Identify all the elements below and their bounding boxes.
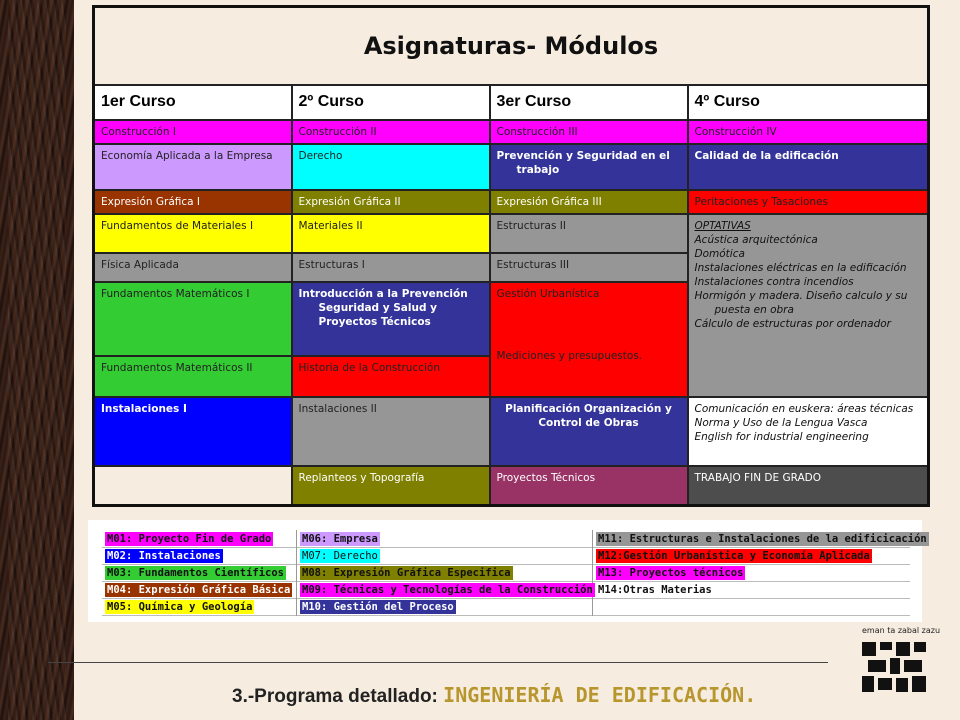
spacer xyxy=(497,301,681,349)
optativas-heading: OPTATIVAS xyxy=(694,220,751,233)
slide-footer xyxy=(232,683,756,708)
legend-item-m02: M02: Instalaciones xyxy=(107,550,221,562)
university-logo-icon xyxy=(860,638,930,696)
subject-label: Prevención y Seguridad en el trabajo xyxy=(496,150,670,177)
subject-cell: TRABAJO FIN DE GRADO xyxy=(688,466,929,505)
optativa-item: Acústica arquitectónica xyxy=(694,234,818,247)
subject-label: Fundamentos Matemáticos II xyxy=(101,361,253,374)
subject-cell: Estructuras II xyxy=(490,214,688,253)
subject-cell xyxy=(688,397,929,467)
subject-cell: Física Aplicada xyxy=(94,253,292,282)
legend-item-m06: M06: Empresa xyxy=(302,533,378,545)
subject-label: Fundamentos de Materiales I xyxy=(101,220,254,233)
subject-label: Norma y Uso de la Lengua Vasca xyxy=(694,416,868,429)
subject-cell xyxy=(292,282,490,356)
subject-cell: Construcción I xyxy=(94,120,292,145)
legend-divider xyxy=(102,581,910,582)
subject-cell: Historia de la Construcción xyxy=(292,356,490,397)
optativa-item: Hormigón y madera. Diseño calculo y su puesta en obra xyxy=(694,290,908,317)
decorative-wood-strip xyxy=(0,0,74,720)
legend-item-m09: M09: Técnicas y Tecnologías de la Construcción xyxy=(302,584,593,596)
subject-label: Economía Aplicada a la Empresa xyxy=(101,150,273,163)
legend-item-m01: M01: Proyecto Fin de Grado xyxy=(107,533,272,545)
optativa-item: Domótica xyxy=(694,248,745,261)
subjects-table xyxy=(92,5,930,507)
legend-divider xyxy=(592,530,593,616)
header-year-3: 3er Curso xyxy=(490,85,688,120)
optativas-cell xyxy=(688,214,929,397)
header-year-2: 2º Curso xyxy=(292,85,490,120)
wood-texture xyxy=(8,0,66,720)
legend-divider xyxy=(102,547,910,548)
header-year-4: 4º Curso xyxy=(688,85,929,120)
optativa-item: Instalaciones eléctricas en la edificación xyxy=(694,262,907,275)
subject-cell: Expresión Gráfica I xyxy=(94,190,292,215)
subject-cell: Derecho xyxy=(292,144,490,189)
legend-divider xyxy=(102,615,910,616)
subject-cell: Instalaciones I xyxy=(94,397,292,467)
legend-item-m05: M05: Química y Geología xyxy=(107,601,253,613)
module-legend xyxy=(88,520,927,622)
subject-cell xyxy=(490,144,688,189)
subject-label: Comunicación en euskera: áreas técnicas xyxy=(694,402,914,415)
legend-item-m08: M08: Expresión Gráfica Especifica xyxy=(302,567,511,579)
subject-cell: Instalaciones II xyxy=(292,397,490,467)
subject-cell: Expresión Gráfica III xyxy=(490,190,688,215)
subject-cell: Construcción IV xyxy=(688,120,929,145)
footer-rule xyxy=(48,662,828,663)
subject-cell-empty xyxy=(94,466,292,505)
subject-label: English for industrial engineering xyxy=(694,430,869,443)
legend-divider xyxy=(102,564,910,565)
subject-cell: Construcción III xyxy=(490,120,688,145)
optativa-item: Cálculo de estructuras por ordenador xyxy=(694,318,891,331)
subject-label: Introducción a la Prevención Seguridad y Salud y Proyectos Técnicos xyxy=(298,287,468,328)
subject-cell xyxy=(94,356,292,397)
subject-cell: Planificación Organización y Control de Obras xyxy=(490,397,688,467)
subject-cell: Replanteos y Topografía xyxy=(292,466,490,505)
subject-cell: Peritaciones y Tasaciones xyxy=(688,190,929,215)
subject-cell: Construcción II xyxy=(292,120,490,145)
legend-item-m03: M03: Fundamentos Científicos xyxy=(107,567,285,579)
subject-label: Mediciones y presupuestos. xyxy=(496,349,643,362)
legend-item-m12: M12:Gestión Urbanística y Economía Aplicada xyxy=(598,550,870,562)
subject-cell: Fundamentos Matemáticos I xyxy=(94,282,292,356)
subject-cell: Estructuras III xyxy=(490,253,688,282)
legend-item-m10: M10: Gestión del Proceso xyxy=(302,601,454,613)
legend-item-m11: M11: Estructuras e Instalaciones de la edificicación xyxy=(598,533,927,545)
legend-item-m04: M04: Expresión Gráfica Básica xyxy=(107,584,291,596)
legend-item-m14: M14:Otras Materias xyxy=(598,584,712,596)
subject-cell: Expresión Gráfica II xyxy=(292,190,490,215)
footer-prefix: 3.-Programa detallado: xyxy=(232,686,438,707)
subject-cell xyxy=(94,214,292,253)
subject-cell-merged xyxy=(490,282,688,397)
subject-label: Gestión Urbanística xyxy=(496,287,600,300)
subject-cell xyxy=(94,144,292,189)
subject-cell: Materiales II xyxy=(292,214,490,253)
footer-degree-name: INGENIERÍA DE EDIFICACIÓN. xyxy=(443,683,757,707)
subject-cell: Proyectos Técnicos xyxy=(490,466,688,505)
legend-item-m13: M13: Proyectos técnicos xyxy=(598,567,744,579)
table-title: Asignaturas- Módulos xyxy=(94,7,929,85)
optativa-item: Instalaciones contra incendios xyxy=(694,276,854,289)
header-year-1: 1er Curso xyxy=(94,85,292,120)
legend-divider xyxy=(102,598,910,599)
logo-motto: eman ta zabal zazu xyxy=(862,626,941,635)
subject-cell: Calidad de la edificación xyxy=(688,144,929,189)
legend-divider xyxy=(296,530,297,616)
subject-cell: Estructuras I xyxy=(292,253,490,282)
legend-item-m07: M07: Derecho xyxy=(302,550,378,562)
